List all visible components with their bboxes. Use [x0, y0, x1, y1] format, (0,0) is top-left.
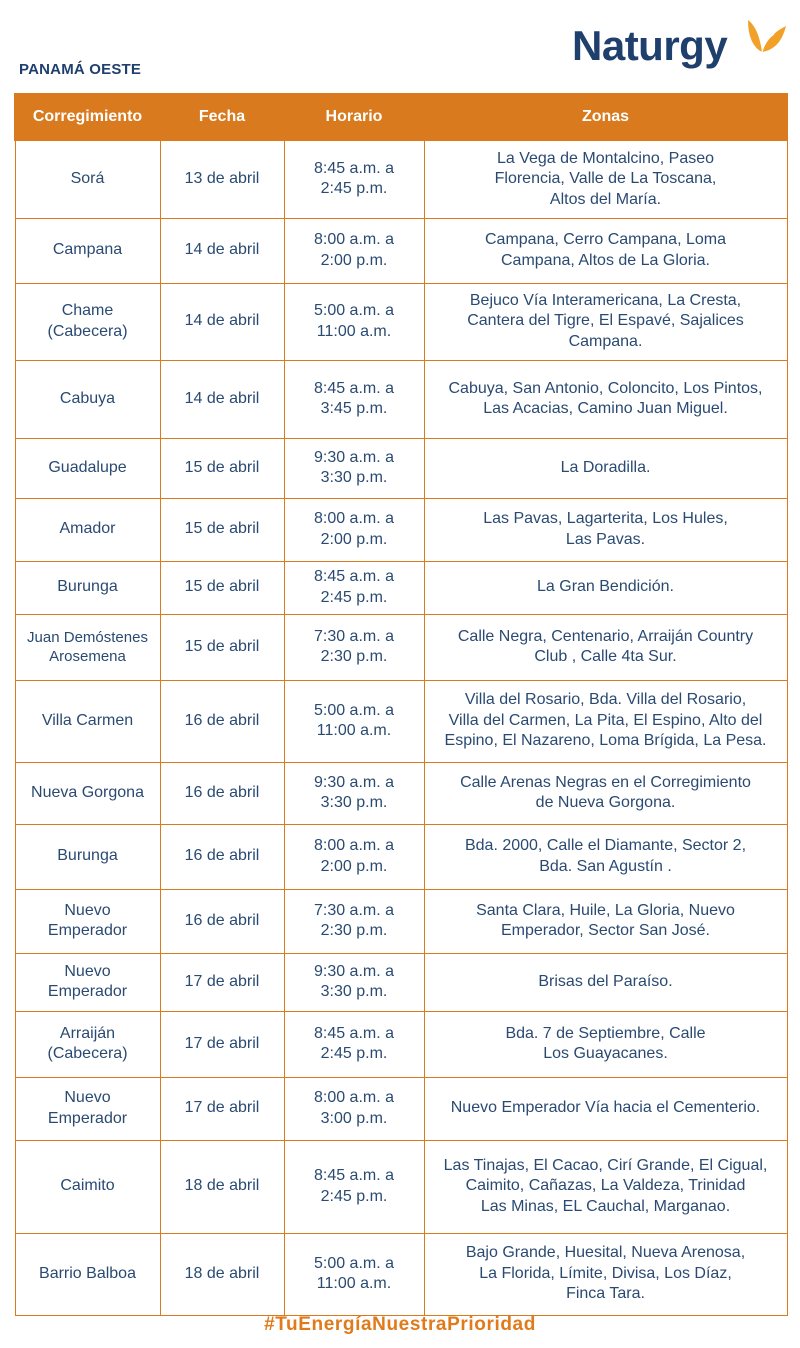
cell-horario: 8:45 a.m. a 2:45 p.m.	[284, 1140, 424, 1233]
cell-horario: 7:30 a.m. a 2:30 p.m.	[284, 614, 424, 680]
cell-fecha: 16 de abril	[160, 680, 284, 762]
cell-corregimiento: Villa Carmen	[15, 680, 160, 762]
cell-corregimiento: Barrio Balboa	[15, 1233, 160, 1315]
cell-corregimiento: Burunga	[15, 824, 160, 889]
table-row	[15, 498, 787, 561]
cell-horario: 8:00 a.m. a 2:00 p.m.	[284, 218, 424, 283]
cell-fecha: 18 de abril	[160, 1233, 284, 1315]
header-fecha: Fecha	[160, 94, 284, 140]
table-row	[15, 824, 787, 889]
header-horario: Horario	[284, 94, 424, 140]
cell-zonas: Las Tinajas, El Cacao, Cirí Grande, El Cigual, Caimito, Cañazas, La Valdeza, Trinidad Las Minas, EL Cauchal, Marganao.	[424, 1140, 787, 1233]
cell-fecha: 17 de abril	[160, 1077, 284, 1140]
table-row	[15, 218, 787, 283]
cell-zonas: La Gran Bendición.	[424, 561, 787, 614]
cell-fecha: 16 de abril	[160, 762, 284, 824]
cell-horario: 8:00 a.m. a 2:00 p.m.	[284, 498, 424, 561]
table-row	[15, 1140, 787, 1233]
table-row	[15, 680, 787, 762]
cell-corregimiento: Juan Demóstenes Arosemena	[15, 614, 160, 680]
table-header-row	[15, 94, 787, 140]
cell-zonas: La Vega de Montalcino, Paseo Florencia, Valle de La Toscana, Altos del María.	[424, 140, 787, 218]
table-row	[15, 360, 787, 438]
cell-zonas: Las Pavas, Lagarterita, Los Hules, Las Pavas.	[424, 498, 787, 561]
cell-fecha: 17 de abril	[160, 1011, 284, 1077]
cell-zonas: Calle Arenas Negras en el Corregimiento de Nueva Gorgona.	[424, 762, 787, 824]
cell-zonas: La Doradilla.	[424, 438, 787, 498]
butterfly-icon	[742, 16, 788, 60]
cell-horario: 5:00 a.m. a 11:00 a.m.	[284, 680, 424, 762]
cell-zonas: Brisas del Paraíso.	[424, 953, 787, 1011]
cell-horario: 5:00 a.m. a 11:00 a.m.	[284, 1233, 424, 1315]
cell-zonas: Villa del Rosario, Bda. Villa del Rosario, Villa del Carmen, La Pita, El Espino, Alto del Espino, El Nazareno, Loma Brígida, La Pesa.	[424, 680, 787, 762]
table-row	[15, 561, 787, 614]
table-row	[15, 762, 787, 824]
cell-zonas: Nuevo Emperador Vía hacia el Cementerio.	[424, 1077, 787, 1140]
cell-zonas: Bda. 7 de Septiembre, Calle Los Guayacanes.	[424, 1011, 787, 1077]
table-row	[15, 140, 787, 218]
cell-fecha: 16 de abril	[160, 824, 284, 889]
table-row	[15, 283, 787, 360]
cell-zonas: Bda. 2000, Calle el Diamante, Sector 2, Bda. San Agustín .	[424, 824, 787, 889]
cell-horario: 8:45 a.m. a 2:45 p.m.	[284, 140, 424, 218]
cell-fecha: 16 de abril	[160, 889, 284, 953]
cell-corregimiento: Nueva Gorgona	[15, 762, 160, 824]
cell-zonas: Calle Negra, Centenario, Arraiján Country Club , Calle 4ta Sur.	[424, 614, 787, 680]
cell-fecha: 15 de abril	[160, 614, 284, 680]
cell-fecha: 15 de abril	[160, 561, 284, 614]
cell-corregimiento: Guadalupe	[15, 438, 160, 498]
table-row	[15, 889, 787, 953]
cell-zonas: Bajo Grande, Huesital, Nueva Arenosa, La Florida, Límite, Divisa, Los Díaz, Finca Tara.	[424, 1233, 787, 1315]
cell-corregimiento: Amador	[15, 498, 160, 561]
naturgy-logo	[572, 14, 790, 78]
header-zonas: Zonas	[424, 94, 787, 140]
cell-horario: 8:00 a.m. a 3:00 p.m.	[284, 1077, 424, 1140]
table-row	[15, 1011, 787, 1077]
cell-fecha: 13 de abril	[160, 140, 284, 218]
cell-horario: 5:00 a.m. a 11:00 a.m.	[284, 283, 424, 360]
cell-fecha: 14 de abril	[160, 283, 284, 360]
cell-corregimiento: Caimito	[15, 1140, 160, 1233]
cell-horario: 9:30 a.m. a 3:30 p.m.	[284, 762, 424, 824]
cell-horario: 9:30 a.m. a 3:30 p.m.	[284, 438, 424, 498]
table-row	[15, 1077, 787, 1140]
cell-corregimiento: Burunga	[15, 561, 160, 614]
cell-fecha: 15 de abril	[160, 438, 284, 498]
cell-corregimiento: Chame (Cabecera)	[15, 283, 160, 360]
table-row	[15, 953, 787, 1011]
logo-text: Naturgy	[572, 22, 728, 69]
cell-zonas: Santa Clara, Huile, La Gloria, Nuevo Emperador, Sector San José.	[424, 889, 787, 953]
table-row	[15, 614, 787, 680]
region-title: PANAMÁ OESTE	[19, 61, 142, 78]
cell-zonas: Cabuya, San Antonio, Coloncito, Los Pintos, Las Acacias, Camino Juan Miguel.	[424, 360, 787, 438]
cell-horario: 8:00 a.m. a 2:00 p.m.	[284, 824, 424, 889]
cell-fecha: 15 de abril	[160, 498, 284, 561]
cell-fecha: 18 de abril	[160, 1140, 284, 1233]
cell-horario: 9:30 a.m. a 3:30 p.m.	[284, 953, 424, 1011]
cell-horario: 8:45 a.m. a 3:45 p.m.	[284, 360, 424, 438]
cell-horario: 8:45 a.m. a 2:45 p.m.	[284, 1011, 424, 1077]
cell-fecha: 14 de abril	[160, 360, 284, 438]
hashtag: #TuEnergíaNuestraPrioridad	[264, 1314, 536, 1335]
cell-corregimiento: Nuevo Emperador	[15, 1077, 160, 1140]
cell-corregimiento: Nuevo Emperador	[15, 889, 160, 953]
cell-horario: 7:30 a.m. a 2:30 p.m.	[284, 889, 424, 953]
cell-corregimiento: Arraiján (Cabecera)	[15, 1011, 160, 1077]
cell-corregimiento: Campana	[15, 218, 160, 283]
cell-corregimiento: Nuevo Emperador	[15, 953, 160, 1011]
header-corregimiento: Corregimiento	[15, 94, 160, 140]
cell-corregimiento: Cabuya	[15, 360, 160, 438]
schedule-table	[14, 93, 788, 1316]
cell-fecha: 14 de abril	[160, 218, 284, 283]
cell-zonas: Campana, Cerro Campana, Loma Campana, Altos de La Gloria.	[424, 218, 787, 283]
cell-horario: 8:45 a.m. a 2:45 p.m.	[284, 561, 424, 614]
table-row	[15, 1233, 787, 1315]
cell-corregimiento: Sorá	[15, 140, 160, 218]
table-row	[15, 438, 787, 498]
cell-fecha: 17 de abril	[160, 953, 284, 1011]
cell-zonas: Bejuco Vía Interamericana, La Cresta, Cantera del Tigre, El Espavé, Sajalices Campana.	[424, 283, 787, 360]
